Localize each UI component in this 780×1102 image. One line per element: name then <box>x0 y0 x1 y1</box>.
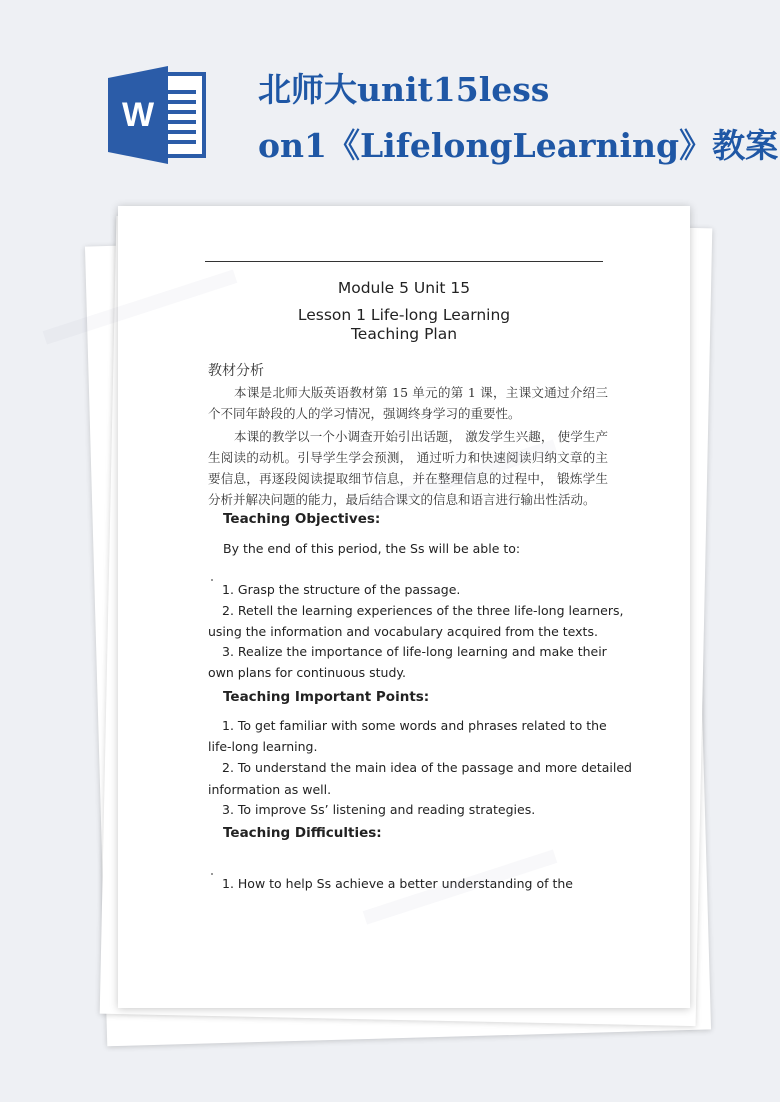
page-title <box>258 62 779 174</box>
important-2-line-1: 2. To understand the main idea of the passage and more detailed <box>222 760 632 775</box>
objective-3-line-2: own plans for continuous study. <box>208 665 406 680</box>
difficulties-heading: Teaching Difficulties: <box>223 825 382 841</box>
header-rule <box>205 261 603 262</box>
title-line-2: on1《LifelongLearning》教案 <box>258 126 779 165</box>
objectives-intro: By the end of this period, the Ss will be able to: <box>223 541 521 556</box>
important-3: 3. To improve Ss’ listening and reading strategies. <box>222 802 536 817</box>
important-2-line-2: information as well. <box>208 782 332 797</box>
document-page <box>118 206 690 1008</box>
word-icon <box>108 66 208 164</box>
analysis-heading: 教材分析 <box>208 363 264 379</box>
objective-2-line-2: using the information and vocabulary acquired from the texts. <box>208 624 598 639</box>
objectives-heading: Teaching Objectives: <box>223 511 381 527</box>
important-points-heading: Teaching Important Points: <box>223 689 430 705</box>
bullet-mark <box>211 873 213 875</box>
heading-lesson: Lesson 1 Life-long Learning <box>297 306 511 324</box>
analysis-paragraph-1: 本课是北师大版英语教材第 15 单元的第 1 课，主课文通过介绍三个不同年龄段的人的学习情况，强调终身学习的重要性。 <box>208 385 608 421</box>
difficulty-1: 1. How to help Ss achieve a better understanding of the <box>222 876 574 891</box>
objective-2-line-1: 2. Retell the learning experiences of the three life-long learners, <box>222 603 624 618</box>
bullet-mark <box>211 579 213 581</box>
heading-module: Module 5 Unit 15 <box>337 279 471 297</box>
analysis-paragraph-2: 本课的教学以一个小调查开始引出话题， 激发学生兴趣， 使学生产生阅读的动机。引导学生学会预测， 通过听力和快速阅读归纳文章的主要信息，再逐段阅读提取细节信息，并在整理信息的过程中， 锻炼学生分析并解决问题的能力，最后结合课文的信息和语言进行输出性活动。 <box>208 429 608 507</box>
important-1-line-1: 1. To get familiar with some words and phrases related to the <box>222 718 607 733</box>
objective-3-line-1: 3. Realize the importance of life-long learning and make their <box>222 644 607 659</box>
svg-text:W: W <box>121 96 155 134</box>
title-line-1: 北师大unit15less <box>258 70 550 109</box>
heading-plan: Teaching Plan <box>350 325 458 343</box>
objective-1: 1. Grasp the structure of the passage. <box>222 582 461 597</box>
important-1-line-2: life-long learning. <box>208 739 318 754</box>
